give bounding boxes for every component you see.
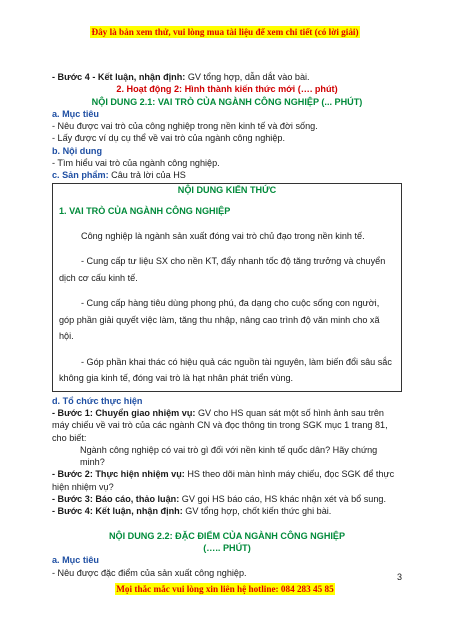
objective-2-heading: a. Mục tiêu (52, 555, 99, 566)
question-text: Ngành công nghiệp có vai trò gì đối với nền kinh tế quốc dân? Hãy chứng minh? (80, 444, 378, 468)
section-2-2-heading: NỘI DUNG 2.2: ĐẶC ĐIỂM CỦA NGÀNH CÔNG NGHIỆP (108, 530, 346, 541)
step-3: - Bước 3: Báo cáo, thảo luận: GV gọi HS báo cáo, HS khác nhận xét và bổ sung. (52, 494, 387, 505)
knowledge-box-subtitle: 1. VAI TRÒ CỦA NGÀNH CÔNG NGHIỆP (59, 205, 231, 216)
knowledge-box (52, 183, 402, 392)
hotline-footer: Mọi thắc mắc vui lòng xin liên hệ hotline: 084 283 45 85 (116, 584, 334, 594)
step4-intro: - Bước 4 - Kết luận, nhận định: GV tổng hợp, dẫn dắt vào bài. (52, 72, 310, 82)
page-number: 3 (397, 572, 403, 582)
objective-line-1: - Nêu được vai trò của công nghiệp trong nền kinh tế và đời sống. (52, 121, 318, 132)
step-1: - Bước 1: Chuyển giao nhiệm vụ: GV cho HS quan sát một số hình ảnh sau trên máy chiếu về vai trò của các ngành CN và đọc thông tin trong SGK mục 1 trang 81, cho biết: (52, 407, 388, 443)
objective-line-2: - Lấy được ví dụ cụ thể về vai trò của ngành công nghiệp. (52, 133, 285, 144)
document-body (52, 71, 402, 579)
product-line: c. Sản phẩm: Câu trả lời của HS (52, 170, 186, 181)
step-2: - Bước 2: Thực hiện nhiệm vụ: HS theo dõi màn hình máy chiếu, đọc SGK để thực hiện nhiệm vụ? (52, 469, 395, 492)
content-line-1: - Tìm hiểu vai trò của ngành công nghiệp. (52, 158, 220, 169)
activity-2-heading: 2. Hoạt động 2: Hình thành kiến thức mới (…. phút) (116, 84, 338, 95)
organization-heading: d. Tổ chức thực hiện (52, 395, 143, 406)
knowledge-paragraph-4: - Góp phần khai thác có hiệu quả các nguồn tài nguyên, làm biến đổi sâu sắc không gia kinh tế, đóng vai trò là hạt nhân phát triển vùng. (59, 356, 392, 384)
knowledge-paragraph-3: - Cung cấp hàng tiêu dùng phong phú, đa dạng cho cuộc sống con người, góp phần giải quyết việc làm, tăng thu nhập, nâng cao trình độ văn minh cho xã hội. (59, 298, 380, 342)
section-2-2-duration: (….. PHÚT) (203, 542, 251, 553)
knowledge-paragraph-1: Công nghiệp là ngành sản xuất đóng vai trò chủ đạo trong nền kinh tế. (81, 230, 365, 241)
content-heading: b. Nội dung (52, 145, 103, 156)
preview-banner: Đây là bản xem thử, vui lòng mua tài liệu để xem chi tiết (có lời giải) (91, 27, 359, 37)
bullet-icon (66, 444, 80, 469)
objective-2-line-1: - Nêu được đặc điểm của sản xuất công nghiệp. (52, 567, 247, 578)
objective-heading: a. Mục tiêu (52, 108, 99, 119)
section-2-1-heading: NỘI DUNG 2.1: VAI TRÒ CỦA NGÀNH CÔNG NGHIỆP (... PHÚT) (91, 96, 363, 107)
step-4: - Bước 4: Kết luận, nhận định: GV tổng hợp, chốt kiến thức ghi bài. (52, 506, 332, 517)
question-bullet (52, 444, 402, 469)
knowledge-box-title: NỘI DUNG KIẾN THỨC (177, 184, 277, 195)
knowledge-paragraph-2: - Cung cấp tư liệu SX cho nền KT, đẩy nhanh tốc độ tăng trưởng và chuyển dịch cơ cấu kinh tế. (59, 256, 386, 283)
